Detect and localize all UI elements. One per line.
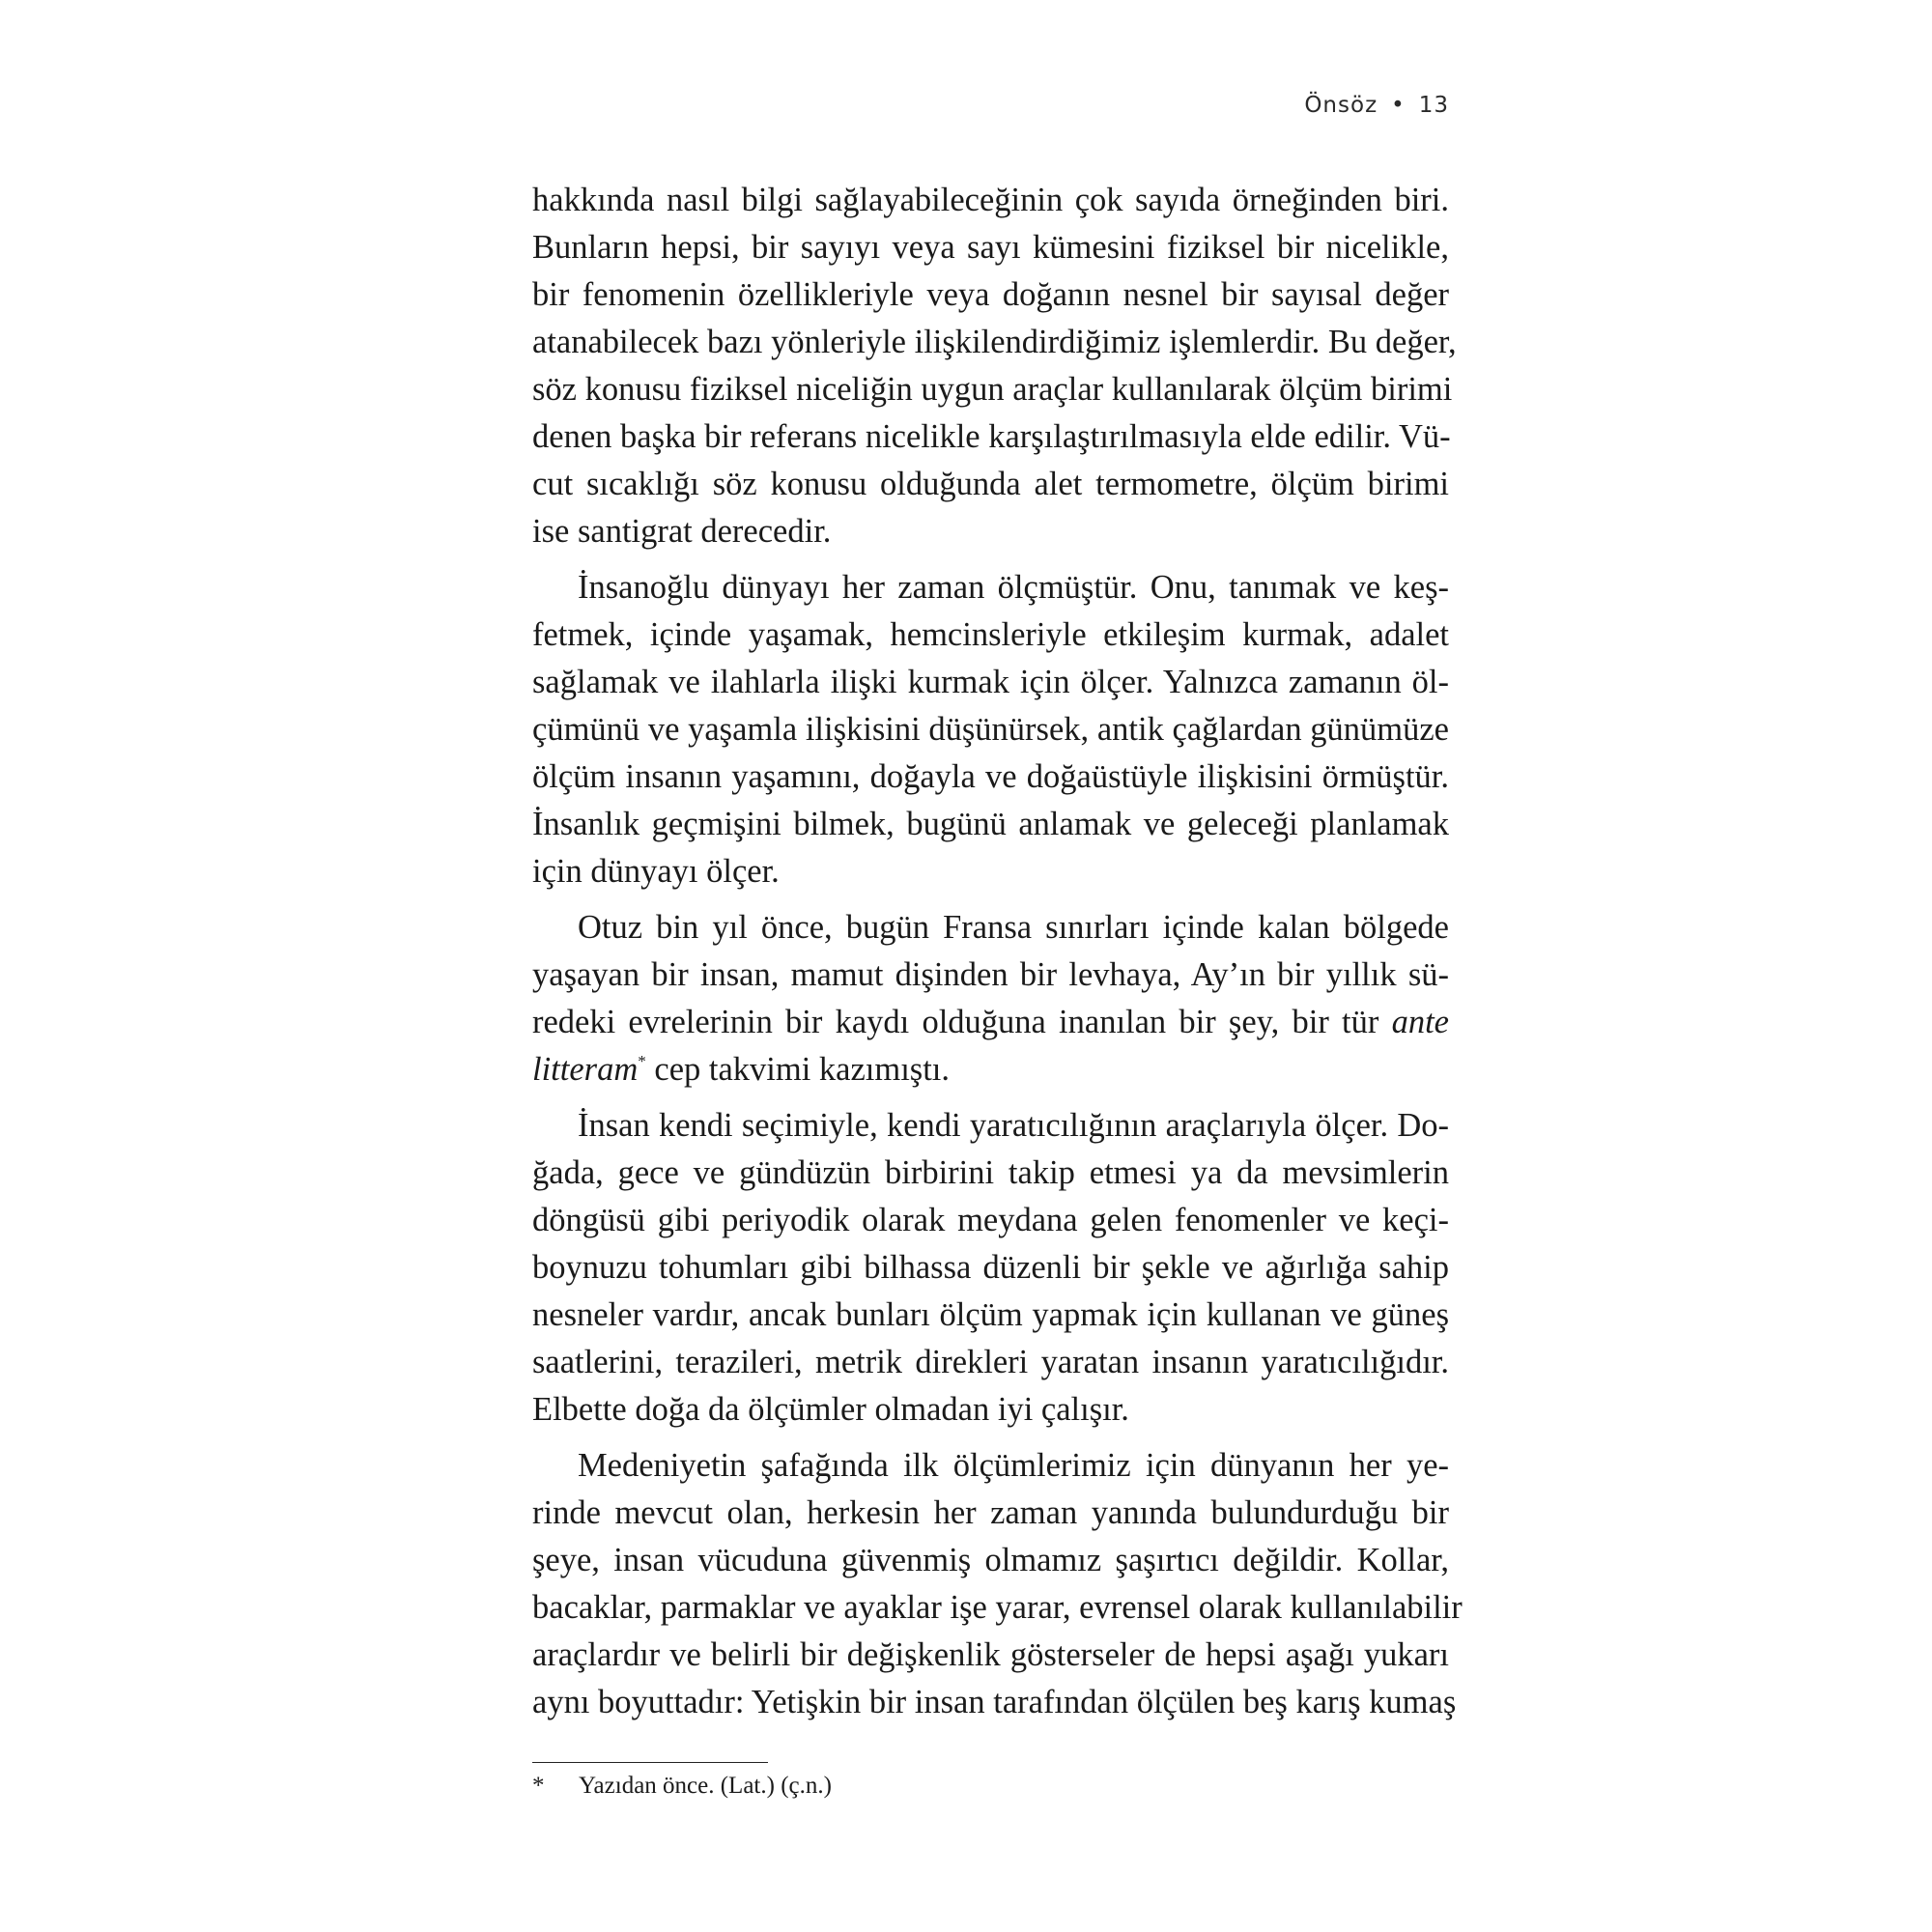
header-separator: •	[1391, 93, 1406, 118]
text-line: çümünü ve yaşamla ilişkisini düşünürsek, antik çağlardan günümüze	[532, 711, 1449, 748]
paragraph-2	[532, 564, 1449, 895]
footnote	[532, 1771, 832, 1802]
paragraph-5	[532, 1442, 1463, 1726]
section-title: Önsöz	[1304, 93, 1378, 118]
text-line: yaşayan bir insan, mamut dişinden bir levhaya, Ay’ın bir yıllık sü-	[532, 956, 1449, 993]
text-line: döngüsü gibi periyodik olarak meydana gelen fenomenler ve keçi-	[532, 1202, 1449, 1238]
text-line: Elbette doğa da ölçümler olmadan iyi çalışır.	[532, 1391, 1129, 1428]
page-number: 13	[1418, 93, 1449, 118]
text-line: aynı boyuttadır: Yetişkin bir insan tarafından ölçülen beş karış kumaş	[532, 1684, 1457, 1720]
text-line: nesneler vardır, ancak bunları ölçüm yapmak için kullanan ve güneş	[532, 1296, 1449, 1333]
text-line: denen başka bir referans nicelikle karşılaştırılmasıyla elde edilir. Vü-	[532, 418, 1451, 455]
text-line	[532, 1442, 1449, 1490]
italic-term: litteram	[532, 1051, 639, 1088]
text-line: boynuzu tohumları gibi bilhassa düzenli bir şekle ve ağırlığa sahip	[532, 1249, 1449, 1286]
text-line: araçlardır ve belirli bir değişkenlik gösterseler de hepsi aşağı yukarı	[532, 1636, 1449, 1673]
paragraph-4	[532, 1102, 1449, 1434]
footnote-reference: *	[638, 1052, 646, 1070]
text-line-content: İnsanoğlu dünyayı her zaman ölçmüştür. Onu, tanımak ve keş-	[578, 569, 1449, 606]
paragraph-1	[532, 177, 1457, 555]
text-line-content: redeki evrelerinin bir kaydı olduğuna inanılan bir şey, bir tür	[532, 1004, 1392, 1040]
text-line-content: cep takvimi kazımıştı.	[645, 1051, 951, 1088]
footnote-divider	[532, 1762, 768, 1763]
text-line: fetmek, içinde yaşamak, hemcinsleriyle etkileşim kurmak, adalet	[532, 616, 1449, 653]
text-line: sağlamak ve ilahlarla ilişki kurmak için ölçer. Yalnızca zamanın öl-	[532, 664, 1449, 700]
text-line	[532, 999, 1449, 1046]
body-text	[532, 177, 1463, 1735]
text-line: atanabilecek bazı yönleriyle ilişkilendirdiğimiz işlemlerdir. Bu değer,	[532, 324, 1457, 360]
text-line: ğada, gece ve gündüzün birbirini takip etmesi ya da mevsimlerin	[532, 1154, 1449, 1191]
text-line: bacaklar, parmaklar ve ayaklar işe yarar, evrensel olarak kullanılabilir	[532, 1589, 1463, 1626]
text-line-content: Otuz bin yıl önce, bugün Fransa sınırları içinde kalan bölgede	[578, 909, 1449, 946]
text-line: bir fenomenin özellikleriyle veya doğanın nesnel bir sayısal değer	[532, 276, 1449, 313]
text-line: için dünyayı ölçer.	[532, 853, 780, 890]
italic-term: ante	[1391, 1004, 1449, 1040]
text-line	[532, 1046, 1449, 1094]
text-line: Bunların hepsi, bir sayıyı veya sayı kümesini fiziksel bir nicelikle,	[532, 229, 1449, 266]
text-line: söz konusu fiziksel niceliğin uygun araçlar kullanılarak ölçüm birimi	[532, 371, 1453, 408]
text-line: hakkında nasıl bilgi sağlayabileceğinin çok sayıda örneğinden biri.	[532, 182, 1449, 218]
text-line: cut sıcaklığı söz konusu olduğunda alet termometre, ölçüm birimi	[532, 466, 1449, 502]
text-line: rinde mevcut olan, herkesin her zaman yanında bulundurduğu bir	[532, 1494, 1449, 1531]
text-line: şeye, insan vücuduna güvenmiş olmamız şaşırtıcı değildir. Kollar,	[532, 1542, 1449, 1578]
footnote-marker: *	[532, 1773, 545, 1799]
text-line: ise santigrat derecedir.	[532, 513, 832, 550]
text-line: saatlerini, terazileri, metrik direkleri yaratan insanın yaratıcılığıdır.	[532, 1344, 1449, 1380]
text-line-content: İnsan kendi seçimiyle, kendi yaratıcılığının araçlarıyla ölçer. Do-	[578, 1107, 1449, 1144]
text-line: İnsanlık geçmişini bilmek, bugünü anlamak ve geleceği planlamak	[532, 806, 1449, 842]
text-line	[532, 1102, 1449, 1150]
footnote-text: Yazıdan önce. (Lat.) (ç.n.)	[579, 1773, 832, 1799]
text-line	[532, 564, 1449, 611]
text-line: ölçüm insanın yaşamını, doğayla ve doğaüstüyle ilişkisini örmüştür.	[532, 758, 1449, 795]
text-line-content: Medeniyetin şafağında ilk ölçümlerimiz için dünyanın her ye-	[578, 1447, 1449, 1484]
text-line	[532, 904, 1449, 952]
paragraph-3	[532, 904, 1449, 1094]
running-header	[1304, 93, 1449, 118]
